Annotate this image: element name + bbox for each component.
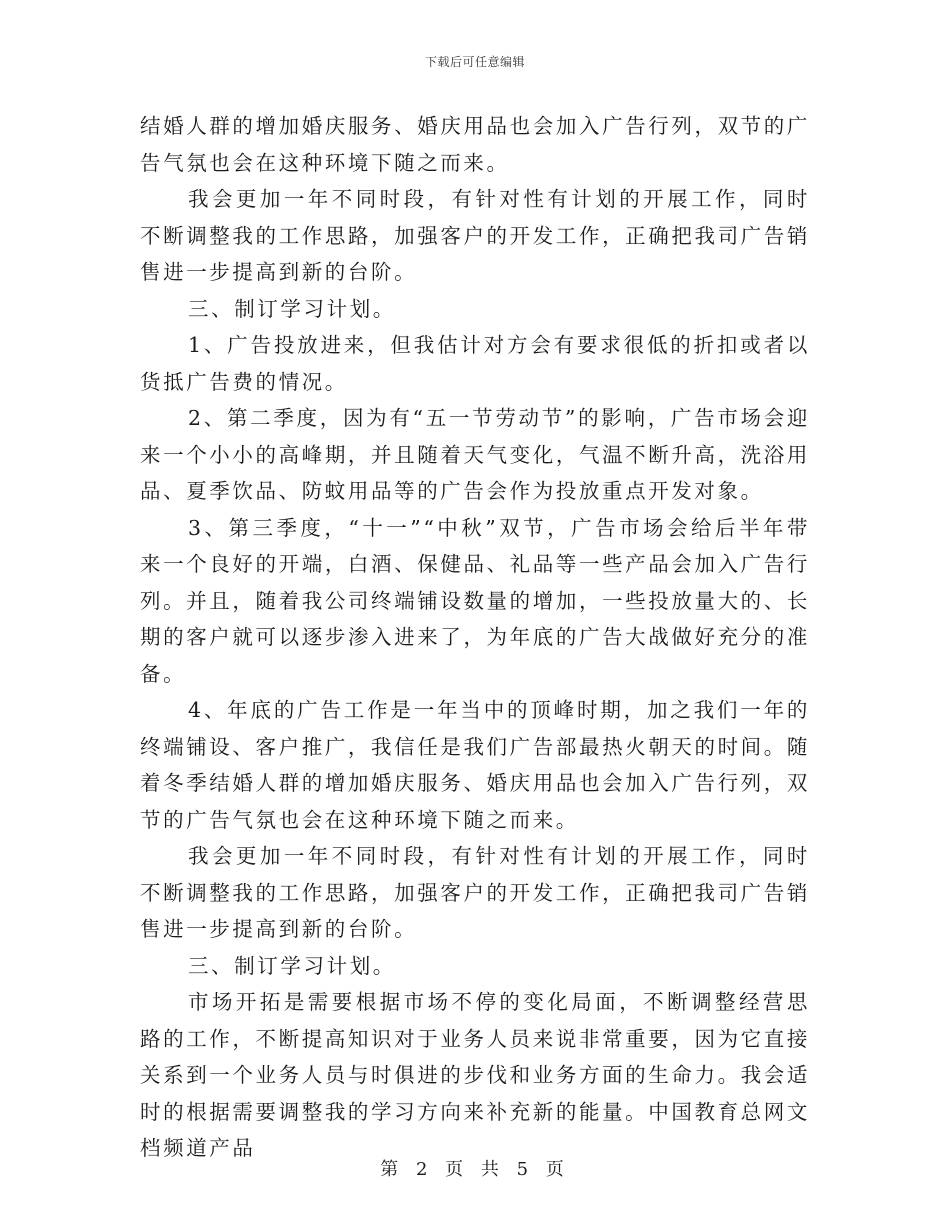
paragraph-10: 市场开拓是需要根据市场不停的变化局面，不断调整经营思路的工作，不断提高知识对于业务人员来说非常重要，因为它直接关系到一个业务人员与时俱进的步伐和业务方面的生命力。我会适时的根据需要调整我的学习方向来补充新的能量。中国教育总网文档频道产品: [140, 990, 810, 1160]
paragraph-item-3: 3、第三季度，“十一”“中秋”双节，广告市场会给后半年带来一个良好的开端，白酒、保健品、礼品等一些产品会加入广告行列。并且，随着我公司终端铺设数量的增加，一些投放量大的、长期的客户就可以逐步渗入进来了，为年底的广告大战做好充分的准备。: [140, 515, 810, 686]
paragraph-item-2: 2、第二季度，因为有“五一节劳动节”的影响，广告市场会迎来一个小小的高峰期，并且随着天气变化，气温不断升高，洗浴用品、夏季饮品、防蚊用品等的广告会作为投放重点开发对象。: [140, 406, 810, 503]
paragraph-1: 结婚人群的增加婚庆服务、婚庆用品也会加入广告行列，双节的广告气氛也会在这种环境下随之而来。: [140, 114, 810, 175]
page-number-footer: 第 2 页 共 5 页: [380, 1159, 570, 1180]
paragraph-2: 我会更加一年不同时段，有针对性有计划的开展工作，同时不断调整我的工作思路，加强客户的开发工作，正确把我司广告销售进一步提高到新的台阶。: [140, 187, 810, 284]
paragraph-item-4: 4、年底的广告工作是一年当中的顶峰时期，加之我们一年的终端铺设、客户推广，我信任是我们广告部最热火朝天的时间。随着冬季结婚人群的增加婚庆服务、婚庆用品也会加入广告行列，双节的广告气氛也会在这种环境下随之而来。: [140, 698, 810, 832]
paragraph-8: 我会更加一年不同时段，有针对性有计划的开展工作，同时不断调整我的工作思路，加强客户的开发工作，正确把我司广告销售进一步提高到新的台阶。: [140, 844, 810, 941]
page-header-note: 下载后可任意编辑: [424, 55, 525, 69]
section-heading-study-plan: 三、制订学习计划。: [188, 296, 396, 321]
section-heading-study-plan-repeat: 三、制订学习计划。: [188, 953, 396, 978]
document-body: [140, 108, 810, 1167]
paragraph-item-1: 1、广告投放进来，但我估计对方会有要求很低的折扣或者以货抵广告费的情况。: [140, 333, 810, 394]
